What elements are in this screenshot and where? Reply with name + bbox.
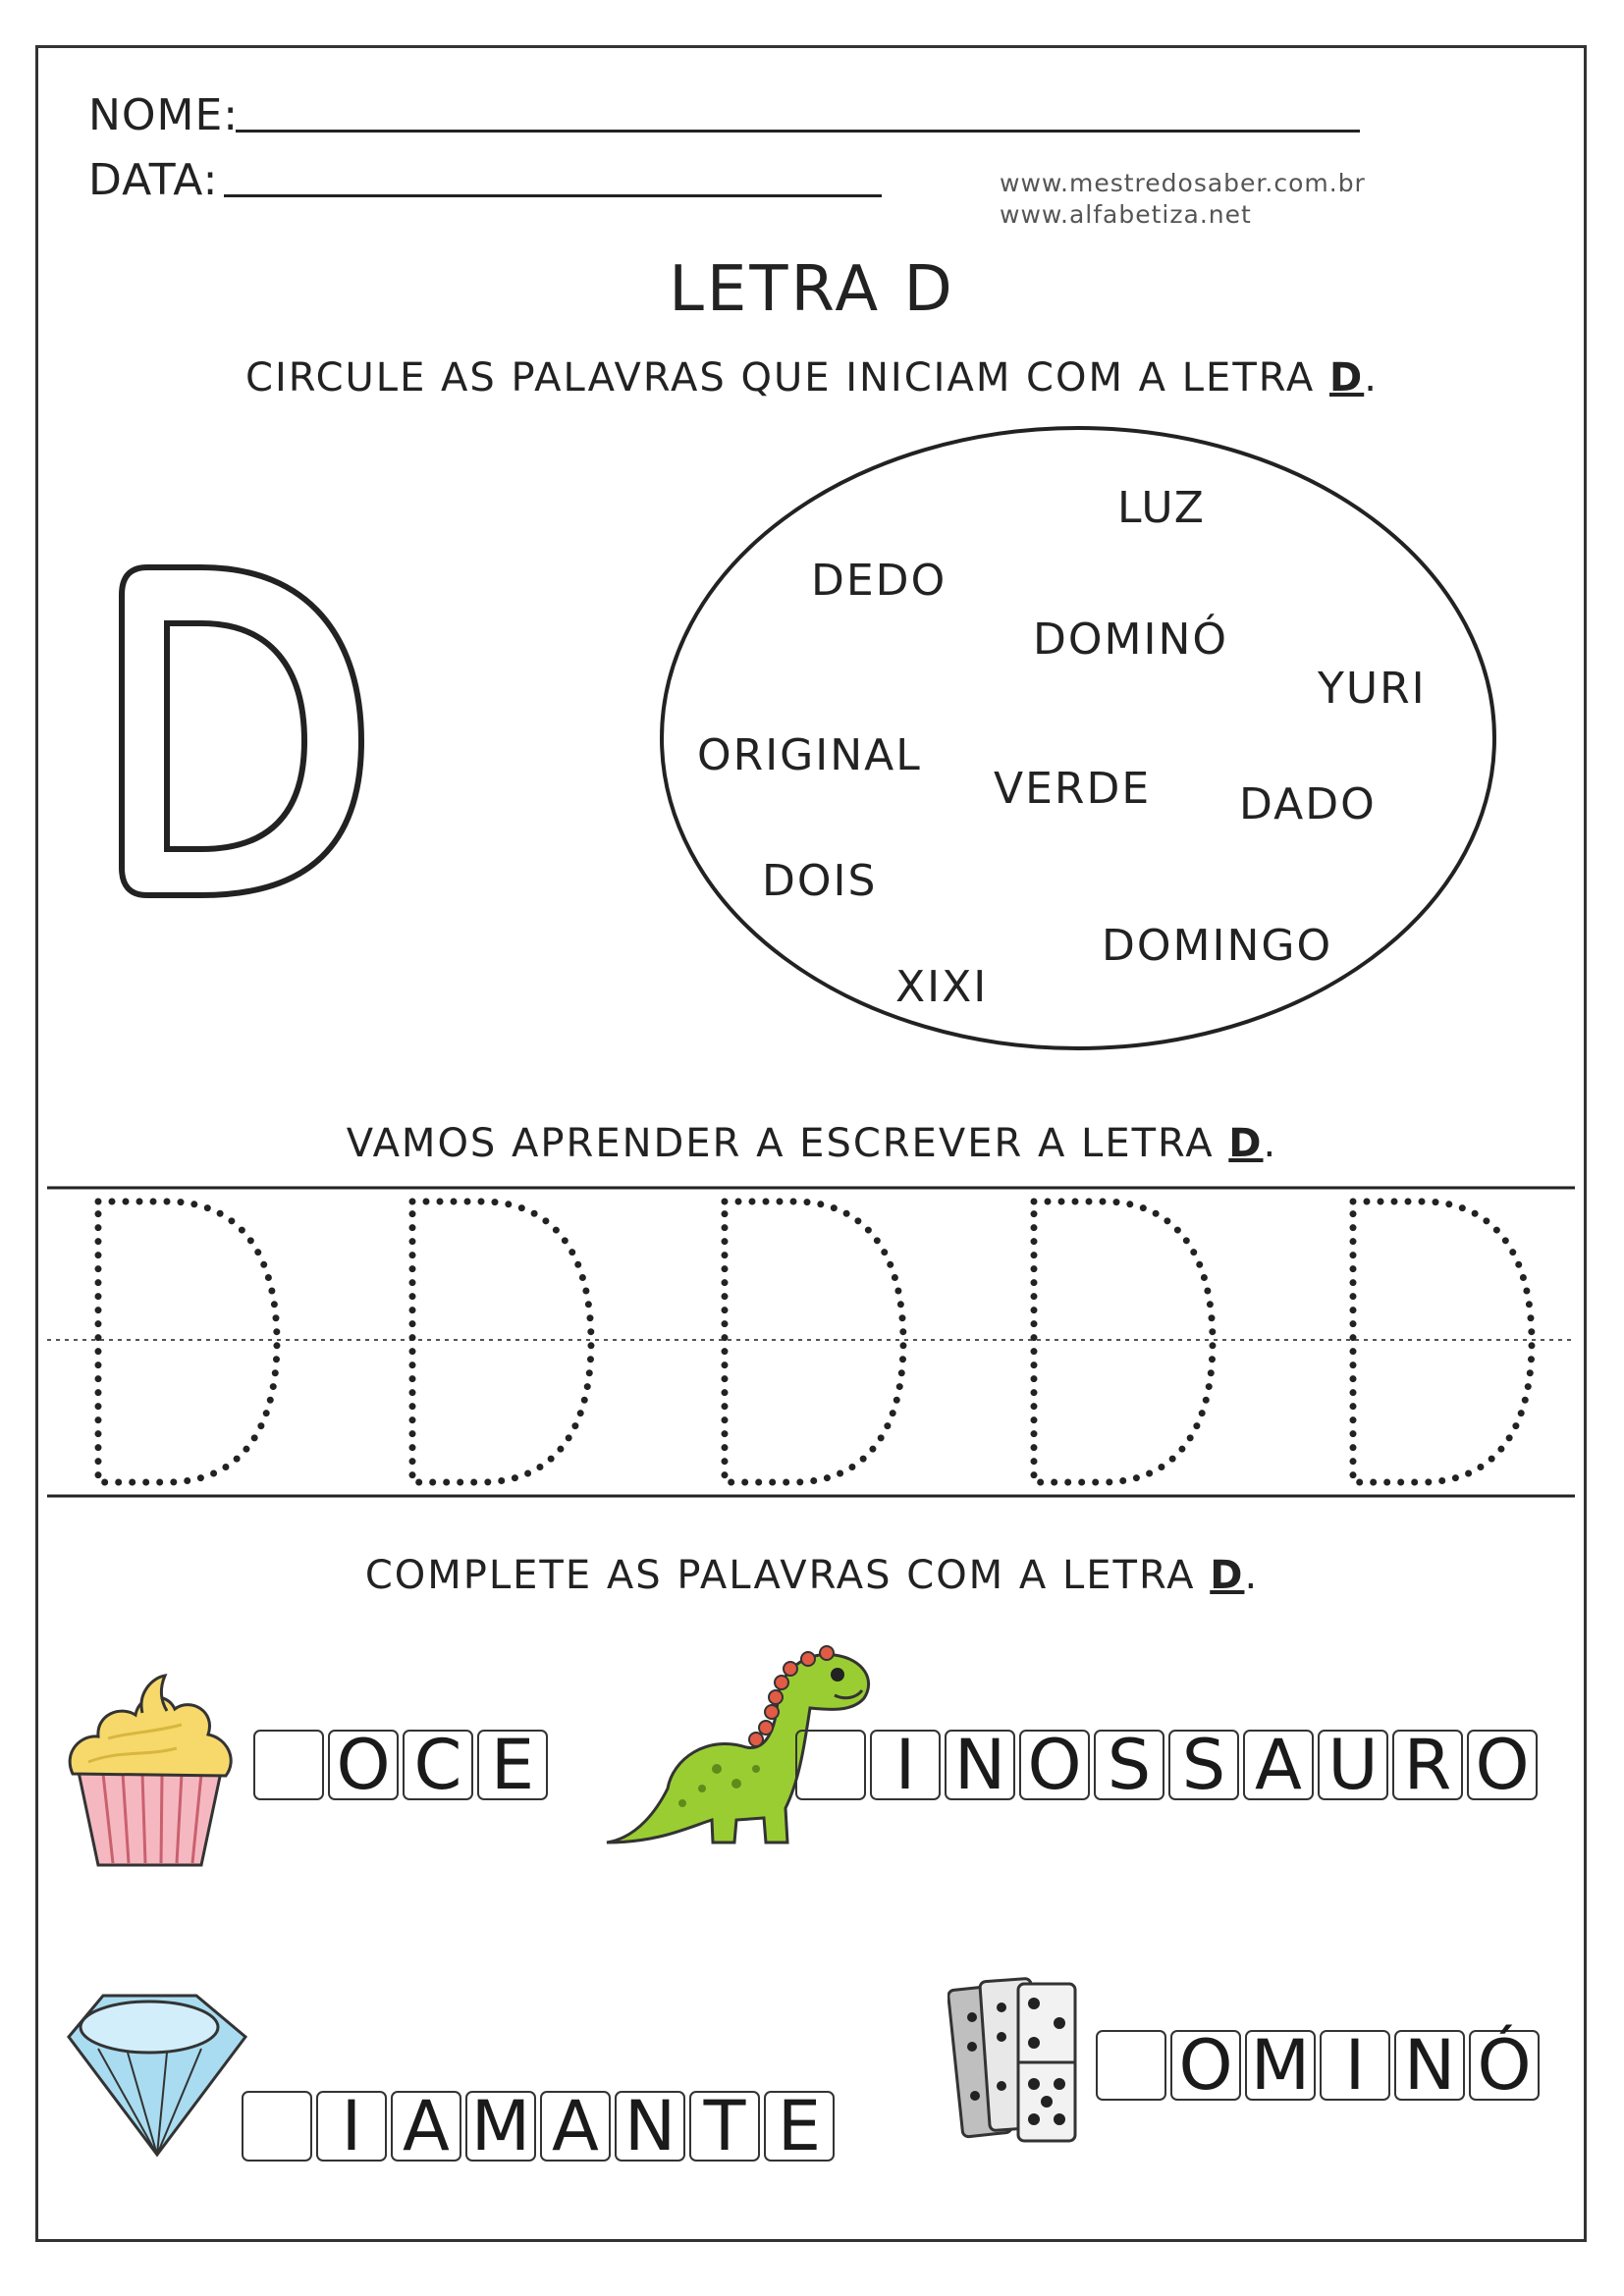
word-item[interactable]: DOMINGO xyxy=(1102,921,1333,971)
word-item[interactable]: LUZ xyxy=(1117,483,1206,533)
letter-box: I xyxy=(1320,2030,1390,2101)
instruction-trace-end: . xyxy=(1263,1121,1278,1166)
date-label: DATA: xyxy=(88,155,219,205)
letter-box: O xyxy=(1467,1730,1538,1800)
word-item[interactable]: DEDO xyxy=(811,556,947,606)
word-boxes-dinossauro xyxy=(795,1725,1538,1805)
letter-box: T xyxy=(689,2091,760,2162)
word-item[interactable]: DOIS xyxy=(762,856,878,906)
letter-box: M xyxy=(465,2091,536,2162)
website-1: www.mestredosaber.com.br xyxy=(1000,169,1366,197)
date-field[interactable] xyxy=(224,194,882,197)
name-label: NOME: xyxy=(88,90,240,140)
blank-letter-box[interactable] xyxy=(1096,2030,1166,2101)
instruction-complete xyxy=(0,1553,1624,1598)
letter-box: N xyxy=(945,1730,1015,1800)
letter-box: S xyxy=(1094,1730,1164,1800)
dotted-letter-d[interactable] xyxy=(1034,1201,1213,1482)
instruction-circle-end: . xyxy=(1364,355,1379,400)
letter-box: N xyxy=(1394,2030,1465,2101)
dotted-letter-d[interactable] xyxy=(1353,1201,1532,1482)
instruction-complete-end: . xyxy=(1244,1553,1260,1598)
letter-box: C xyxy=(403,1730,473,1800)
letter-box: A xyxy=(391,2091,461,2162)
instruction-circle-letter: D xyxy=(1329,355,1365,400)
page-title: LETRA D xyxy=(669,253,955,326)
letter-box: U xyxy=(1318,1730,1388,1800)
dotted-letter-d[interactable] xyxy=(98,1201,277,1482)
letter-box: O xyxy=(328,1730,399,1800)
instruction-complete-text: COMPLETE AS PALAVRAS COM A LETRA xyxy=(364,1553,1196,1598)
letter-box: Ó xyxy=(1469,2030,1540,2101)
instruction-trace-text: VAMOS APRENDER A ESCREVER A LETRA xyxy=(346,1121,1215,1166)
word-item[interactable]: VERDE xyxy=(994,764,1152,814)
website-2: www.alfabetiza.net xyxy=(1000,200,1252,229)
cupcake-icon xyxy=(59,1664,241,1870)
letter-box: E xyxy=(764,2091,835,2162)
instruction-trace xyxy=(0,1121,1624,1166)
letter-box: E xyxy=(477,1730,548,1800)
letter-box: I xyxy=(316,2091,387,2162)
instruction-complete-letter: D xyxy=(1210,1553,1245,1598)
instruction-trace-letter: D xyxy=(1228,1121,1264,1166)
letter-box: M xyxy=(1245,2030,1316,2101)
letter-box: O xyxy=(1019,1730,1090,1800)
name-field[interactable] xyxy=(236,130,1360,133)
letter-box: O xyxy=(1170,2030,1241,2101)
letter-box: A xyxy=(1243,1730,1314,1800)
word-boxes-domino xyxy=(1096,2025,1540,2106)
letter-box: N xyxy=(615,2091,685,2162)
dotted-letter-d[interactable] xyxy=(412,1201,591,1482)
letter-box: S xyxy=(1168,1730,1239,1800)
word-item[interactable]: DOMINÓ xyxy=(1033,614,1228,665)
blank-letter-box[interactable] xyxy=(242,2091,312,2162)
letter-box: R xyxy=(1392,1730,1463,1800)
letter-box: A xyxy=(540,2091,611,2162)
word-item[interactable]: XIXI xyxy=(895,962,989,1012)
instruction-circle xyxy=(0,355,1624,400)
word-item[interactable]: DADO xyxy=(1239,779,1377,829)
domino-icon xyxy=(947,1968,1095,2150)
diamond-icon xyxy=(39,1988,260,2160)
dotted-letter-d[interactable] xyxy=(725,1201,903,1482)
word-item[interactable]: YURI xyxy=(1318,664,1427,714)
word-boxes-doce xyxy=(253,1725,548,1805)
blank-letter-box[interactable] xyxy=(253,1730,324,1800)
tracing-area[interactable] xyxy=(47,1178,1579,1512)
big-letter-d-outline xyxy=(108,560,373,903)
word-item[interactable]: ORIGINAL xyxy=(697,730,922,780)
instruction-circle-text: CIRCULE AS PALAVRAS QUE INICIAM COM A LETRA xyxy=(245,355,1316,400)
blank-letter-box[interactable] xyxy=(795,1730,866,1800)
letter-box: I xyxy=(870,1730,941,1800)
word-boxes-diamante xyxy=(242,2086,835,2166)
